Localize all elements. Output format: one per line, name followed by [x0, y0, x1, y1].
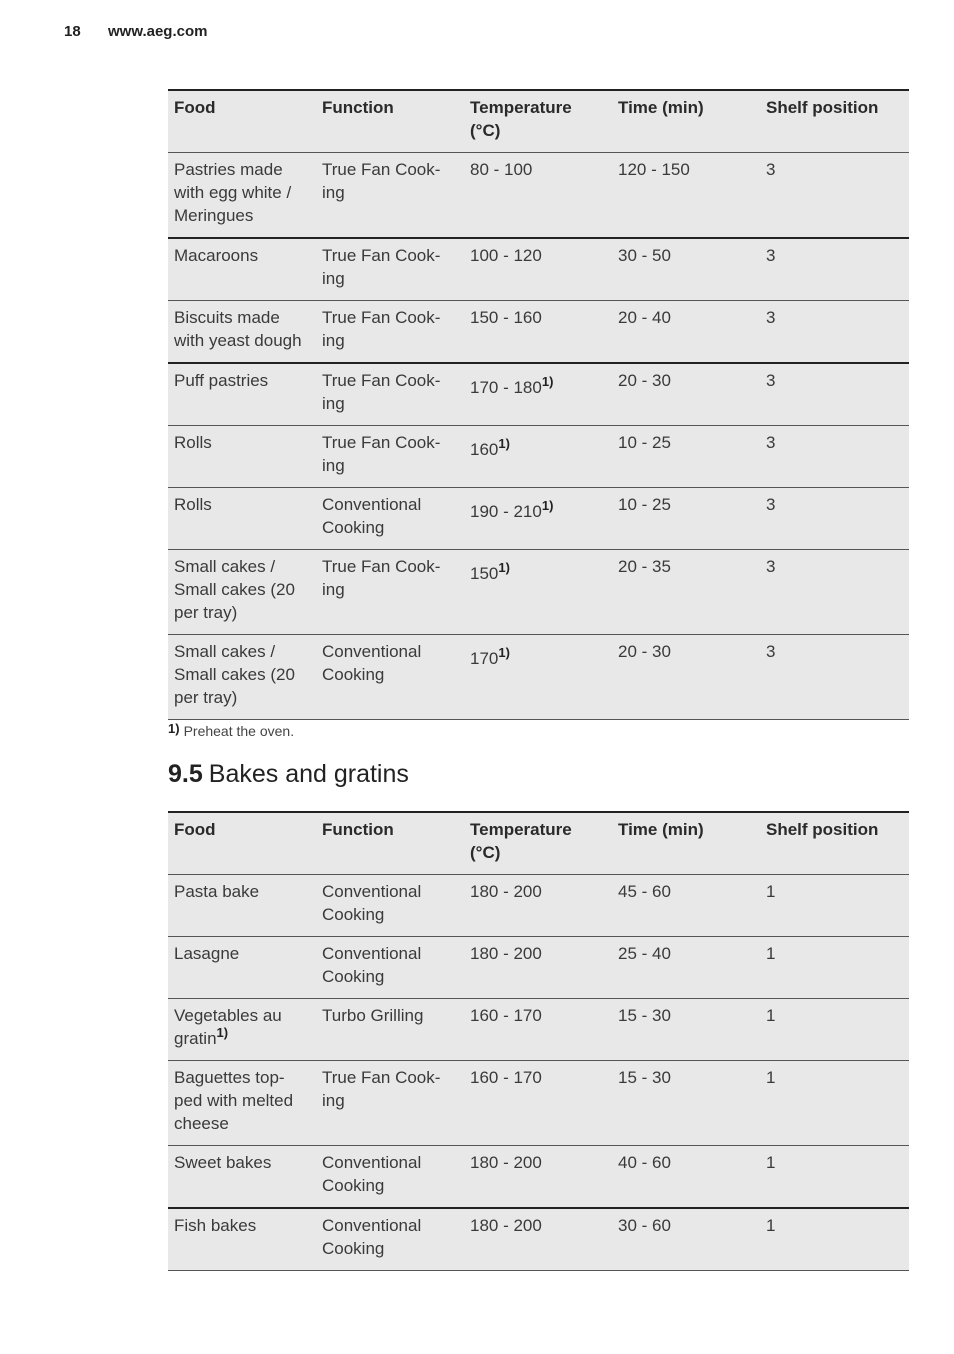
pastries-table — [168, 89, 909, 720]
food-cell-text: Small cakes / Small cakes (20 per tray) — [174, 557, 295, 622]
table-row — [168, 363, 909, 426]
time-cell — [612, 1061, 760, 1146]
food-cell — [168, 426, 316, 488]
function-cell — [316, 238, 464, 301]
temperature-cell — [464, 875, 612, 937]
col-time: Time (min) — [612, 812, 760, 875]
food-cell-text: Lasagne — [174, 944, 240, 963]
temperature-cell-text: 180 - 200 — [470, 882, 542, 901]
time-cell-text: 10 - 25 — [618, 495, 671, 514]
function-cell-text: Conventional Cooking — [322, 642, 422, 684]
temperature-cell — [464, 635, 612, 720]
shelf-cell — [760, 635, 909, 720]
section-heading — [168, 760, 409, 789]
function-cell — [316, 937, 464, 999]
function-cell — [316, 999, 464, 1061]
temperature-cell-text: 100 - 120 — [470, 246, 542, 265]
time-cell-text: 20 - 30 — [618, 371, 671, 390]
footnote-mark: 1) — [168, 721, 180, 736]
function-cell — [316, 301, 464, 364]
time-cell-text: 10 - 25 — [618, 433, 671, 452]
shelf-cell — [760, 999, 909, 1061]
function-cell — [316, 1146, 464, 1209]
time-cell-text: 20 - 35 — [618, 557, 671, 576]
function-cell-text: Conventional Cooking — [322, 1153, 422, 1195]
temperature-cell — [464, 1061, 612, 1146]
table-row — [168, 153, 909, 239]
shelf-cell-text: 3 — [766, 371, 776, 390]
food-cell-text: Macaroons — [174, 246, 259, 265]
food-cell — [168, 238, 316, 301]
function-cell-text: True Fan Cook-ing — [322, 246, 441, 288]
food-cell — [168, 1061, 316, 1146]
temperature-cell-text: 170 — [470, 649, 499, 668]
shelf-cell — [760, 550, 909, 635]
temperature-cell — [464, 153, 612, 239]
section-title: Bakes and gratins — [208, 760, 409, 788]
time-cell — [612, 301, 760, 364]
table-row — [168, 1146, 909, 1209]
function-cell — [316, 1061, 464, 1146]
food-cell — [168, 875, 316, 937]
shelf-cell-text: 1 — [766, 1216, 776, 1235]
temperature-cell-text: 170 - 180 — [470, 378, 542, 397]
function-cell-text: True Fan Cook-ing — [322, 433, 441, 475]
food-cell — [168, 1208, 316, 1271]
shelf-cell-text: 1 — [766, 1153, 776, 1172]
function-cell — [316, 875, 464, 937]
food-cell-text: Biscuits made with yeast dough — [174, 308, 302, 350]
shelf-cell-text: 3 — [766, 433, 776, 452]
table-row — [168, 1061, 909, 1146]
col-temperature: Temperature (°C) — [464, 90, 612, 153]
food-cell-text: Pastries made with egg white / Meringues — [174, 160, 292, 225]
food-cell — [168, 363, 316, 426]
temperature-cell — [464, 301, 612, 364]
function-cell — [316, 426, 464, 488]
time-cell-text: 15 - 30 — [618, 1006, 671, 1025]
food-cell — [168, 635, 316, 720]
food-cell — [168, 153, 316, 239]
table-row — [168, 488, 909, 550]
temperature-cell — [464, 363, 612, 426]
time-cell — [612, 999, 760, 1061]
function-cell — [316, 153, 464, 239]
function-cell-text: Conventional Cooking — [322, 882, 422, 924]
col-temperature: Temperature (°C) — [464, 812, 612, 875]
website-url[interactable]: www.aeg.com — [108, 23, 208, 40]
shelf-cell-text: 3 — [766, 160, 776, 179]
food-cell-text: Fish bakes — [174, 1216, 257, 1235]
shelf-cell — [760, 1061, 909, 1146]
shelf-cell — [760, 426, 909, 488]
temperature-cell — [464, 937, 612, 999]
table-row — [168, 937, 909, 999]
time-cell — [612, 488, 760, 550]
col-shelf: Shelf position — [760, 812, 909, 875]
function-cell-text: Conventional Cooking — [322, 495, 422, 537]
footnote — [168, 721, 294, 739]
time-cell-text: 30 - 50 — [618, 246, 671, 265]
shelf-cell-text: 1 — [766, 944, 776, 963]
header-row — [168, 812, 909, 875]
food-cell-text: Pasta bake — [174, 882, 260, 901]
shelf-cell-text: 3 — [766, 308, 776, 327]
table-row — [168, 426, 909, 488]
col-time: Time (min) — [612, 90, 760, 153]
shelf-cell-text: 3 — [766, 557, 776, 576]
footnote-ref: 1) — [498, 436, 510, 451]
footnote-text: Preheat the oven. — [183, 723, 295, 739]
temperature-cell-text: 160 - 170 — [470, 1006, 542, 1025]
table-row — [168, 635, 909, 720]
time-cell-text: 25 - 40 — [618, 944, 671, 963]
page-header — [64, 23, 207, 40]
function-cell-text: True Fan Cook-ing — [322, 160, 441, 202]
temperature-cell — [464, 550, 612, 635]
col-function: Function — [316, 90, 464, 153]
table-row — [168, 550, 909, 635]
header-row — [168, 90, 909, 153]
temperature-cell-text: 160 — [470, 440, 499, 459]
function-cell-text: True Fan Cook-ing — [322, 1068, 441, 1110]
shelf-cell — [760, 1146, 909, 1209]
function-cell-text: Turbo Grilling — [322, 1006, 424, 1025]
temperature-cell-text: 150 — [470, 564, 499, 583]
food-cell-text: Small cakes / Small cakes (20 per tray) — [174, 642, 295, 707]
table-row — [168, 301, 909, 364]
function-cell — [316, 1208, 464, 1271]
time-cell-text: 120 - 150 — [618, 160, 690, 179]
function-cell-text: Conventional Cooking — [322, 1216, 422, 1258]
shelf-cell-text: 1 — [766, 882, 776, 901]
food-cell — [168, 999, 316, 1061]
food-cell-text: Sweet bakes — [174, 1153, 272, 1172]
temperature-cell-text: 160 - 170 — [470, 1068, 542, 1087]
time-cell — [612, 153, 760, 239]
shelf-cell — [760, 301, 909, 364]
time-cell-text: 20 - 30 — [618, 642, 671, 661]
food-cell-text: Rolls — [174, 433, 212, 452]
temperature-cell — [464, 1208, 612, 1271]
shelf-cell — [760, 238, 909, 301]
shelf-cell — [760, 488, 909, 550]
time-cell — [612, 426, 760, 488]
temperature-cell — [464, 488, 612, 550]
time-cell-text: 20 - 40 — [618, 308, 671, 327]
time-cell — [612, 875, 760, 937]
shelf-cell — [760, 875, 909, 937]
col-food: Food — [168, 812, 316, 875]
shelf-cell — [760, 937, 909, 999]
shelf-cell-text: 1 — [766, 1006, 776, 1025]
temperature-cell-text: 150 - 160 — [470, 308, 542, 327]
temperature-cell — [464, 1146, 612, 1209]
temperature-cell-text: 180 - 200 — [470, 1216, 542, 1235]
col-shelf: Shelf position — [760, 90, 909, 153]
col-function: Function — [316, 812, 464, 875]
function-cell-text: Conventional Cooking — [322, 944, 422, 986]
time-cell-text: 15 - 30 — [618, 1068, 671, 1087]
shelf-cell — [760, 363, 909, 426]
food-cell-text: Rolls — [174, 495, 212, 514]
function-cell-text: True Fan Cook-ing — [322, 308, 441, 350]
food-cell — [168, 301, 316, 364]
shelf-cell-text: 3 — [766, 246, 776, 265]
time-cell — [612, 1208, 760, 1271]
food-cell — [168, 550, 316, 635]
section-number: 9.5 — [168, 760, 203, 788]
table-row — [168, 238, 909, 301]
table-row — [168, 1208, 909, 1271]
page-number: 18 — [64, 23, 81, 40]
food-cell-text: Vegetables au gratin — [174, 1006, 282, 1048]
footnote-ref: 1) — [541, 374, 554, 389]
food-cell — [168, 937, 316, 999]
shelf-cell-text: 1 — [766, 1068, 776, 1087]
function-cell-text: True Fan Cook-ing — [322, 557, 441, 599]
time-cell — [612, 937, 760, 999]
function-cell — [316, 550, 464, 635]
function-cell — [316, 363, 464, 426]
table-row — [168, 999, 909, 1061]
function-cell-text: True Fan Cook-ing — [322, 371, 441, 413]
time-cell — [612, 635, 760, 720]
temperature-cell-text: 190 - 210 — [470, 502, 542, 521]
temperature-cell-text: 80 - 100 — [470, 160, 533, 179]
shelf-cell — [760, 1208, 909, 1271]
footnote-ref: 1) — [498, 645, 510, 660]
temperature-cell-text: 180 - 200 — [470, 944, 542, 963]
time-cell-text: 40 - 60 — [618, 1153, 671, 1172]
time-cell — [612, 1146, 760, 1209]
col-food: Food — [168, 90, 316, 153]
temperature-cell-text: 180 - 200 — [470, 1153, 542, 1172]
time-cell-text: 45 - 60 — [618, 882, 671, 901]
temperature-cell — [464, 426, 612, 488]
temperature-cell — [464, 238, 612, 301]
shelf-cell-text: 3 — [766, 642, 776, 661]
temperature-cell — [464, 999, 612, 1061]
shelf-cell — [760, 153, 909, 239]
function-cell — [316, 488, 464, 550]
footnote-ref: 1) — [216, 1025, 229, 1040]
time-cell — [612, 363, 760, 426]
food-cell-text: Puff pastries — [174, 371, 269, 390]
time-cell — [612, 550, 760, 635]
food-cell — [168, 1146, 316, 1209]
footnote-ref: 1) — [541, 498, 554, 513]
food-cell-text: Baguettes top-ped with melted cheese — [174, 1068, 294, 1133]
bakes-gratins-table — [168, 811, 909, 1271]
footnote-ref: 1) — [498, 560, 510, 575]
time-cell — [612, 238, 760, 301]
shelf-cell-text: 3 — [766, 495, 776, 514]
food-cell — [168, 488, 316, 550]
time-cell-text: 30 - 60 — [618, 1216, 671, 1235]
table-row — [168, 875, 909, 937]
function-cell — [316, 635, 464, 720]
